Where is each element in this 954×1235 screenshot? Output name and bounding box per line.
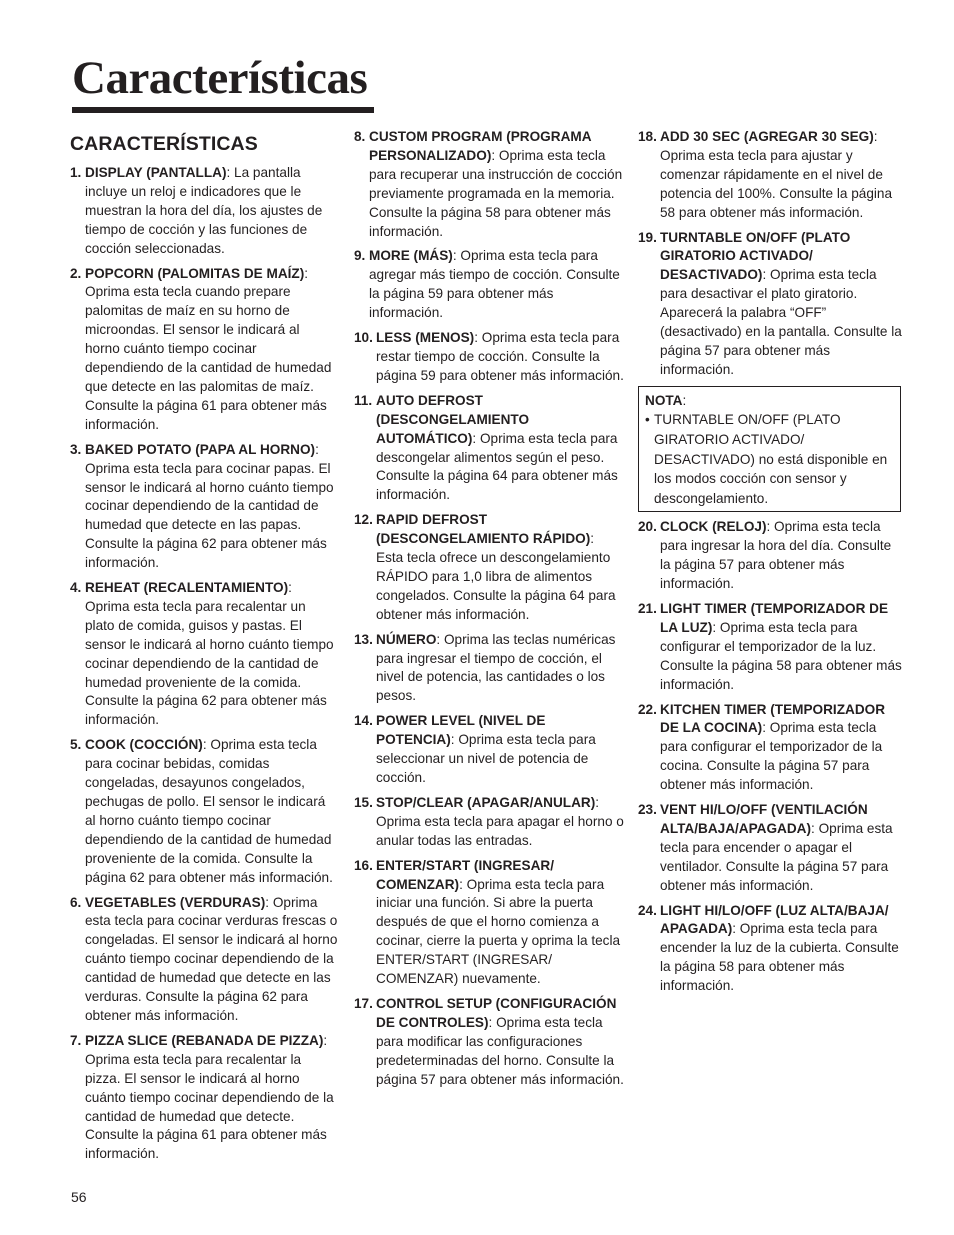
feature-number: 21. <box>638 600 657 616</box>
feature-number: 6. <box>70 894 82 910</box>
feature-number: 20. <box>638 519 657 535</box>
feature-number: 12. <box>354 512 373 528</box>
feature-description: : Esta tecla ofrece un descongelamiento RÁPIDO para 1,0 libra de alimentos congelados. Consulte la página 64 para obtener más información. <box>376 531 616 622</box>
feature-description: : Oprima las teclas numéricas para ingresar el tiempo de cocción, el nivel de potencia, las cantidades o los pesos. <box>376 631 616 704</box>
feature-description: : Oprima esta tecla para recalentar un plato de comida, guisos y pastas. El sensor le indicará al horno cuánto tiempo cocinar dependiendo de la cantidad de humedad proveniente de la comida. Consulte la página 62 para obtener más información. <box>85 580 334 728</box>
feature-key-name: KITCHEN TIMER (TEMPORIZADOR DE LA COCINA) <box>660 701 886 736</box>
feature-item <box>354 247 624 323</box>
feature-number: 2. <box>70 265 82 281</box>
feature-list-left <box>70 164 338 1164</box>
feature-key-name: REHEAT (RECALENTAMIENTO) <box>85 580 289 596</box>
feature-number: 1. <box>70 165 82 180</box>
note-text: TURNTABLE ON/OFF (PLATO GIRATORIO ACTIVADO/ DESACTIVADO) no está disponible en los modos cocción con sensor y descongelamiento. <box>654 412 888 506</box>
feature-key-name: RAPID DEFROST (DESCONGELAMIENTO RÁPIDO) <box>376 512 591 547</box>
feature-description: : Oprima esta tecla para agregar más tiempo de cocción. Consulte la página 59 para obtener más información. <box>369 248 620 321</box>
feature-number: 4. <box>70 580 82 596</box>
feature-item <box>70 441 338 573</box>
column-middle <box>354 128 624 1096</box>
feature-number: 7. <box>70 1032 82 1048</box>
feature-description: : Oprima esta tecla para recuperar una instrucción de cocción previamente programada en la memoria. Consulte la página 58 para obtener más información. <box>369 147 623 239</box>
feature-key-name: ENTER/START (INGRESAR/ COMENZAR) <box>376 857 554 892</box>
feature-number: 17. <box>354 995 373 1011</box>
feature-description: : Oprima esta tecla para encender o apagar el ventilador. Consulte la página 57 para obtener más información. <box>660 820 893 893</box>
feature-key-name: LESS (MENOS) <box>376 330 475 346</box>
feature-description: : Oprima esta tecla para configurar el temporizador de la luz. Consulte la página 58 para obtener más información. <box>660 619 902 692</box>
feature-key-name: NÚMERO <box>376 631 437 647</box>
feature-item <box>638 600 904 695</box>
feature-number: 9. <box>354 248 366 264</box>
note-box <box>638 386 901 513</box>
feature-number: 13. <box>354 631 373 647</box>
feature-item <box>70 164 338 259</box>
bullet-icon: • <box>645 412 650 428</box>
note-label: NOTA <box>645 392 683 408</box>
feature-item <box>354 128 624 241</box>
feature-item <box>638 801 904 896</box>
feature-number: 19. <box>638 229 657 245</box>
feature-key-name: VENT HI/LO/OFF (VENTILACIÓN ALTA/BAJA/APAGADA) <box>660 802 868 836</box>
page-title: Características <box>72 52 368 104</box>
feature-description: : Oprima esta tecla para ingresar la hora del día. Consulte la página 57 para obtener más información. <box>660 519 892 592</box>
feature-list-right-bottom <box>638 518 904 996</box>
column-right <box>638 128 904 1002</box>
note-colon: : <box>682 392 687 408</box>
feature-key-name: PIZZA SLICE (REBANADA DE PIZZA) <box>85 1032 324 1048</box>
section-heading: CARACTERÍSTICAS <box>70 133 258 155</box>
feature-number: 15. <box>354 794 373 810</box>
feature-item <box>354 794 624 851</box>
feature-key-name: DISPLAY (PANTALLA) <box>85 165 227 180</box>
feature-item <box>70 265 338 435</box>
feature-number: 24. <box>638 902 657 918</box>
feature-description: : Oprima esta tecla cuando prepare palomitas de maíz en su horno de microondas. El sensor le indicará al horno cuánto tiempo cocinar dependiendo de la cantidad de humedad que detecte en las palomitas de maíz. Consulte la página 61 para obtener más información. <box>85 265 332 432</box>
feature-key-name: MORE (MÁS) <box>369 248 453 264</box>
feature-number: 10. <box>354 330 373 346</box>
feature-description: : Oprima esta tecla para seleccionar un nivel de potencia de cocción. <box>376 732 596 785</box>
feature-item <box>354 329 624 386</box>
feature-key-name: LIGHT HI/LO/OFF (LUZ ALTA/BAJA/ APAGADA) <box>660 902 889 937</box>
feature-key-name: CUSTOM PROGRAM (PROGRAMA PERSONALIZADO) <box>369 129 592 163</box>
feature-key-name: LIGHT TIMER (TEMPORIZADOR DE LA LUZ) <box>660 600 889 635</box>
page-number: 56 <box>71 1189 87 1205</box>
feature-key-name: BAKED POTATO (PAPA AL HORNO) <box>85 441 316 457</box>
feature-number: 23. <box>638 802 657 818</box>
feature-number: 14. <box>354 713 373 729</box>
feature-item <box>354 712 624 788</box>
feature-description: : Oprima esta tecla para cocinar papas. El sensor le indicará al horno cuánto tiempo cocinar dependiendo de la cantidad de humedad que detecte en las papas. Consulte la página 62 para obtener más información. <box>85 441 334 571</box>
feature-item <box>354 511 624 624</box>
feature-description: : Oprima esta tecla para encender la luz de la cubierta. Consulte la página 58 para obtener más información. <box>660 921 899 994</box>
feature-item <box>638 518 904 594</box>
feature-number: 16. <box>354 857 373 873</box>
feature-item <box>638 128 904 223</box>
feature-description: : Oprima esta tecla para apagar el horno o anular todas las entradas. <box>376 794 624 848</box>
feature-key-name: POWER LEVEL (NIVEL DE POTENCIA) <box>376 713 546 748</box>
feature-list-middle <box>354 128 624 1090</box>
note-heading <box>645 391 894 411</box>
feature-list-right-top <box>638 128 904 380</box>
feature-key-name: TURNTABLE ON/OFF (PLATO GIRATORIO ACTIVADO/ DESACTIVADO) <box>660 229 851 283</box>
feature-description: : Oprima esta tecla para descongelar alimentos según el peso. Consulte la página 64 para obtener más información. <box>376 430 618 503</box>
feature-key-name: AUTO DEFROST (DESCONGELAMIENTO AUTOMÁTICO) <box>376 392 530 446</box>
feature-key-name: CLOCK (RELOJ) <box>660 519 767 535</box>
feature-number: 11. <box>354 392 373 408</box>
feature-item <box>70 894 338 1026</box>
feature-item <box>638 229 904 380</box>
feature-key-name: STOP/CLEAR (APAGAR/ANULAR) <box>376 794 596 810</box>
feature-description: : Oprima esta tecla para desactivar el plato giratorio. Aparecerá la palabra “OFF” (desactivado) en la pantalla. Consulte la página 57 para obtener más información. <box>660 267 902 377</box>
title-underline <box>72 107 374 113</box>
feature-number: 18. <box>638 129 657 144</box>
feature-item <box>70 1032 338 1164</box>
feature-key-name: POPCORN (PALOMITAS DE MAÍZ) <box>85 265 305 281</box>
feature-key-name: VEGETABLES (VERDURAS) <box>85 894 266 910</box>
feature-key-name: ADD 30 SEC (AGREGAR 30 SEG) <box>660 129 874 144</box>
feature-number: 8. <box>354 129 366 144</box>
note-bullet-item <box>645 410 894 508</box>
feature-number: 22. <box>638 701 657 717</box>
feature-item <box>70 579 338 730</box>
feature-description: : Oprima esta tecla para restar tiempo de cocción. Consulte la página 59 para obtener más información. <box>376 330 624 383</box>
feature-description: : Oprima esta tecla para configurar el temporizador de la cocina. Consulte la página 57 para obtener más información. <box>660 720 883 793</box>
feature-item <box>638 701 904 796</box>
feature-item <box>70 736 338 887</box>
feature-number: 3. <box>70 441 82 457</box>
feature-item <box>354 631 624 707</box>
feature-description: : Oprima esta tecla para cocinar verduras frescas o congeladas. El sensor le indicará al horno cuánto tiempo cocinar dependiendo de la cantidad de humedad que detecte en las verduras. Consulte la página 62 para obtener más información. <box>85 894 338 1023</box>
feature-description: : Oprima esta tecla para ajustar y comenzar rápidamente en el nivel de potencia del 100%. Consulte la página 58 para obtener más información. <box>660 129 893 220</box>
feature-number: 5. <box>70 737 82 753</box>
column-left <box>70 128 338 1170</box>
feature-description: : Oprima esta tecla para recalentar la pizza. El sensor le indicará al horno cuánto tiempo cocinar dependiendo de la cantidad de humedad que detecte. Consulte la página 61 para obtener más información. <box>85 1032 334 1162</box>
feature-item <box>354 857 624 989</box>
feature-item <box>354 995 624 1090</box>
feature-item <box>354 392 624 505</box>
feature-item <box>638 902 904 997</box>
feature-description: : Oprima esta tecla para cocinar bebidas, comidas congeladas, desayunos congelados, pechugas de pollo. El sensor le indicará al horno cuánto tiempo cocinar dependiendo de la cantidad de humedad proveniente de la comida. Consulte la página 62 para obtener más información. <box>85 737 333 885</box>
feature-key-name: CONTROL SETUP (CONFIGURACIÓN DE CONTROLES) <box>376 995 617 1030</box>
feature-description: : Oprima esta tecla para modificar las configuraciones predeterminadas del horno. Consulte la página 57 para obtener más información. <box>376 1014 624 1087</box>
feature-description: : La pantalla incluye un reloj e indicadores que le muestran la hora del día, los ajustes de tiempo de cocción y las funciones de cocción seleccionadas. <box>85 165 323 256</box>
feature-description: : Oprima esta tecla para iniciar una función. Si abre la puerta después de que el horno comienza a cocinar, cierre la puerta y oprima la tecla ENTER/START (INGRESAR/ COMENZAR) nuevamente. <box>376 876 621 987</box>
feature-key-name: COOK (COCCIÓN) <box>85 737 203 753</box>
